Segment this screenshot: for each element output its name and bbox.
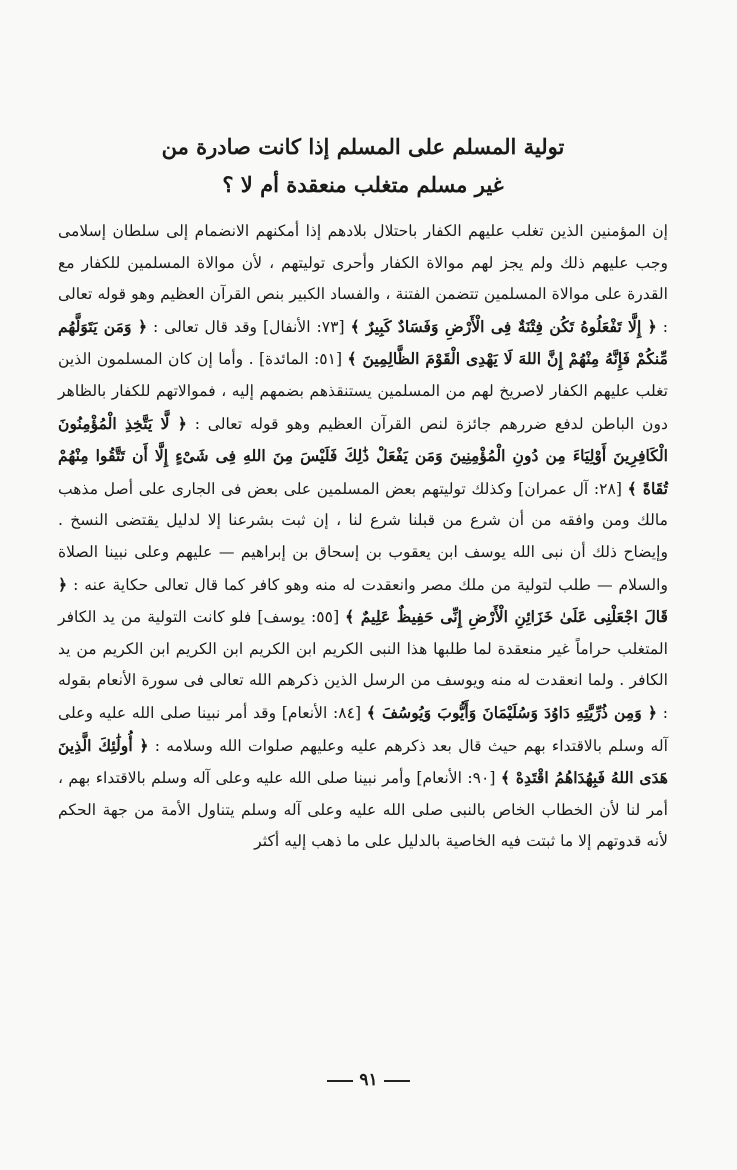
- body-paragraph: [58, 216, 668, 858]
- quran-verse-5: ﴿ وَمِن ذُرِّيَّتِهِ دَاوُدَ وَسُلَيْمَانَ وَأَيُّوبَ وَيُوسُفَ ﴾: [366, 702, 658, 722]
- body-text-1: إن المؤمنين الذين تغلب عليهم الكفار باحتلال بلادهم إذا أمكنهم الانضمام إلى سلطان إسلامى وجب عليهم ذلك ولم يجز لهم موالاة الكفار وأحرى توليتهم ، لأن موالاة المسلمين للكفار مع القدرة على موالاة المسلمين تتضمن الفتنة ، والفساد الكبير بنص القرآن العظيم وهو قوله تعالى :: [58, 222, 668, 336]
- page-footer: [0, 1070, 737, 1090]
- quran-verse-4: ﴿ قَالَ اجْعَلْنِى عَلَىٰ خَزَائِنِ الْأَرْضِ إِنِّى حَفِيظٌ عَلِيمٌ ﴾: [58, 574, 668, 627]
- quran-verse-6: ﴿ أُولَٰئِكَ الَّذِينَ هَدَى اللهُ فَبِهُدَاهُمُ اقْتَدِهْ ﴾: [58, 735, 669, 788]
- body-text-5: [٥٥: يوسف] فلو كانت التولية من يد الكافر المتغلب حراماً غير منعقدة لما طلبها هذا النبى الكريم ابن الكريم ابن الكريم ابن الكريم من يد الكافر . ولما انعقدت له منه ويوسف من الرسل الذين ذكرهم الله تعالى فى سورة الأنعام بقوله :: [58, 608, 668, 722]
- footer-dash-right: [327, 1080, 353, 1082]
- body-text-7: [٩٠: الأنعام] وأمر نبينا صلى الله عليه وعلى آله وسلم بالاقتداء بهم ، أمر لنا لأن الخطاب الخاص بالنبى صلى الله عليه وعلى آله وسلم يتناول الأمة من جهة الحكم لأنه قدوتهم إلا ما ثبتت فيه الخاصية بالدليل على ما ذهب إليه أكثر: [58, 769, 668, 851]
- quran-verse-3: ﴿ لَّا يَتَّخِذِ الْمُؤْمِنُونَ الْكَافِرِينَ أَوْلِيَاءَ مِن دُونِ الْمُؤْمِنِينَ وَمَن يَفْعَلْ ذَٰلِكَ فَلَيْسَ مِنَ اللهِ فِى شَىْءٍ إِلَّا أَن تَتَّقُوا مِنْهُمْ تُقَاةً ﴾: [58, 413, 668, 498]
- page-title: [58, 128, 668, 204]
- quran-verse-2: ﴿ وَمَن يَتَوَلَّهُم مِّنكُمْ فَإِنَّهُ مِنْهُمْ إِنَّ اللهَ لَا يَهْدِى الْقَوْمَ الظَّالِمِينَ ﴾: [58, 316, 668, 369]
- page-number: ٩١: [359, 1070, 378, 1090]
- title-line-1: تولية المسلم على المسلم إذا كانت صادرة من: [161, 134, 565, 159]
- footer-dash-left: [384, 1080, 410, 1082]
- quran-verse-1: ﴿ إِلَّا تَفْعَلُوهُ تَكُن فِتْنَةٌ فِى الْأَرْضِ وَفَسَادٌ كَبِيرٌ ﴾: [350, 316, 657, 336]
- body-text-4: [٢٨: آل عمران] وكذلك توليتهم بعض المسلمين على بعض فى الجارى على أصل مذهب مالك ومن وافقه من أن شرع من قبلنا شرع لنا ، إن ثبت بشرعنا إلا لدليل يقتضى النسخ . وإيضاح ذلك أن نبى الله يوسف ابن يعقوب بن إسحاق بن إبراهيم — عليهم وعلى نبينا الصلاة والسلام — طلب لتولية من ملك مصر وانعقدت له منه وهو كافر كما قال تعالى حكاية عنه :: [58, 479, 668, 594]
- body-text-3: [٥١: المائدة] . وأما إن كان المسلمون الذين تغلب عليهم الكفار لاصريخ لهم من المسلمين يستنقذهم بضمهم إليه ، فموالاتهم للكفار بالظاهر دون الباطن لدفع ضررهم جائزة لنص القرآن العظيم وهو قوله تعالى :: [58, 350, 668, 433]
- page-content: [58, 128, 668, 858]
- title-line-2: غير مسلم متغلب منعقدة أم لا ؟: [222, 172, 504, 197]
- body-text-6: [٨٤: الأنعام] وقد أمر نبينا صلى الله عليه وعلى آله وسلم بالاقتداء بهم حيث قال بعد ذكرهم عليه وعليهم صلوات الله وسلامه :: [58, 703, 668, 755]
- body-text-2: [٧٣: الأنفال] وقد قال تعالى :: [153, 317, 345, 336]
